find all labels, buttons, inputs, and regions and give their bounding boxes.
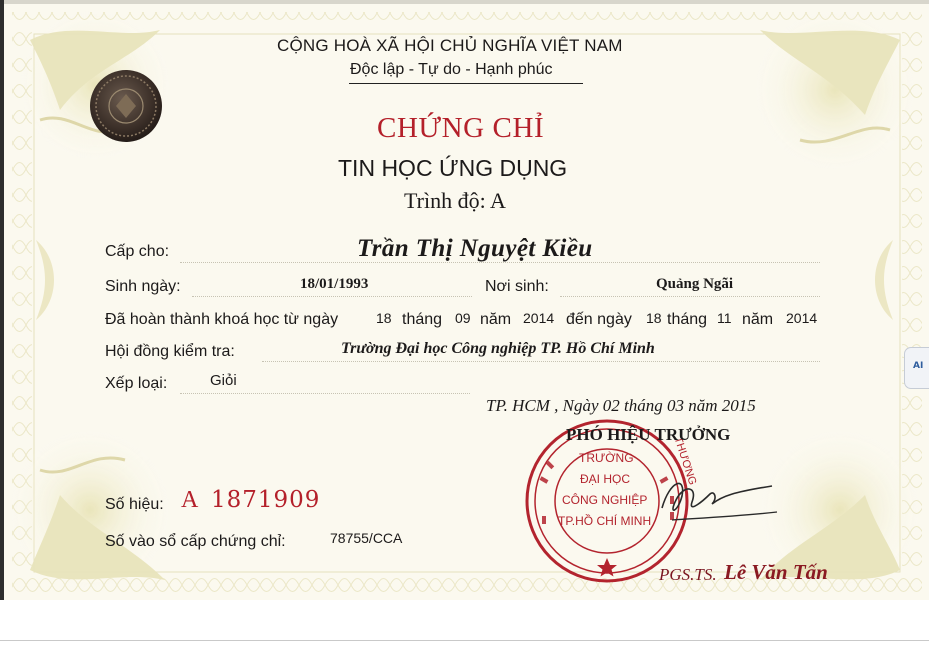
signer-title: PGS.TS.: [659, 565, 717, 584]
pob-label: Nơi sinh:: [485, 278, 549, 295]
course-prefix: Đã hoàn thành khoá học từ ngày: [105, 311, 339, 328]
dotted-line: [262, 361, 820, 362]
dotted-line: [180, 393, 470, 394]
republic-heading: CỘNG HOÀ XÃ HỘI CHỦ NGHĨA VIỆT NAM: [277, 36, 623, 55]
grade-label: Xếp loại:: [105, 375, 168, 392]
serial-number: 1871909: [211, 487, 321, 513]
course-month-word: tháng: [402, 311, 443, 328]
certificate-level: Trình độ: A: [404, 188, 506, 213]
issued-to-label: Cấp cho:: [105, 243, 170, 260]
course-to-year: 2014: [786, 310, 818, 326]
council-label: Hội đồng kiểm tra:: [105, 343, 235, 360]
top-edge: [4, 0, 929, 4]
bottom-divider: [0, 640, 929, 641]
grade-value: Giỏi: [210, 372, 237, 389]
motto: Độc lập - Tự do - Hạnh phúc: [350, 61, 553, 78]
issue-place-date: TP. HCM , Ngày 02 tháng 03 năm 2015: [486, 396, 756, 415]
handwritten-signature: [652, 470, 782, 530]
serial-label: Số hiệu:: [105, 496, 164, 513]
stamp-line-2: ĐẠI HỌC: [580, 472, 631, 486]
dotted-line: [560, 296, 820, 297]
course-year-word: năm: [480, 311, 512, 328]
signer-name: Lê Văn Tấn: [724, 560, 828, 584]
embossed-seal: [90, 70, 162, 142]
course-from-day: 18: [376, 310, 392, 326]
dotted-line: [192, 296, 472, 297]
course-from-month: 09: [455, 310, 471, 326]
certificate-title: CHỨNG CHỈ: [377, 112, 545, 144]
course-to-day: 18: [646, 310, 662, 326]
stamp-line-1: TRƯỜNG: [579, 451, 634, 465]
recipient-name: Trần Thị Nguyệt Kiều: [357, 235, 593, 262]
course-to-day-word: đến ngày: [566, 311, 632, 328]
side-assistant-tab[interactable]: [904, 347, 929, 389]
stamp-line-4: TP.HỒ CHÍ MINH: [558, 514, 652, 528]
dob-label: Sinh ngày:: [105, 278, 181, 295]
book-number-label: Số vào sổ cấp chứng chỉ:: [105, 533, 286, 550]
serial-prefix: A: [181, 487, 199, 513]
signer-role: PHÓ HIỆU TRƯỞNG: [566, 425, 731, 444]
course-from-year: 2014: [523, 310, 555, 326]
stamp-line-3: CÔNG NGHIỆP: [562, 493, 648, 507]
book-number: 78755/CCA: [330, 530, 403, 546]
certificate-subject: TIN HỌC ỨNG DỤNG: [338, 155, 568, 181]
course-to-month: 11: [717, 310, 732, 326]
course-year-word-2: năm: [742, 311, 774, 328]
dob-value: 18/01/1993: [300, 276, 369, 292]
left-edge: [0, 0, 4, 600]
stamp-ring-text: THƯƠNG: [671, 435, 699, 487]
pob-value: Quảng Ngãi: [656, 276, 734, 292]
course-month-word-2: tháng: [667, 311, 708, 328]
council-value: Trường Đại học Công nghiệp TP. Hồ Chí Minh: [341, 340, 655, 357]
corner-ornament-top-right: [755, 10, 915, 170]
motto-underline: [349, 83, 583, 84]
side-tab-label: AI: [913, 361, 924, 371]
